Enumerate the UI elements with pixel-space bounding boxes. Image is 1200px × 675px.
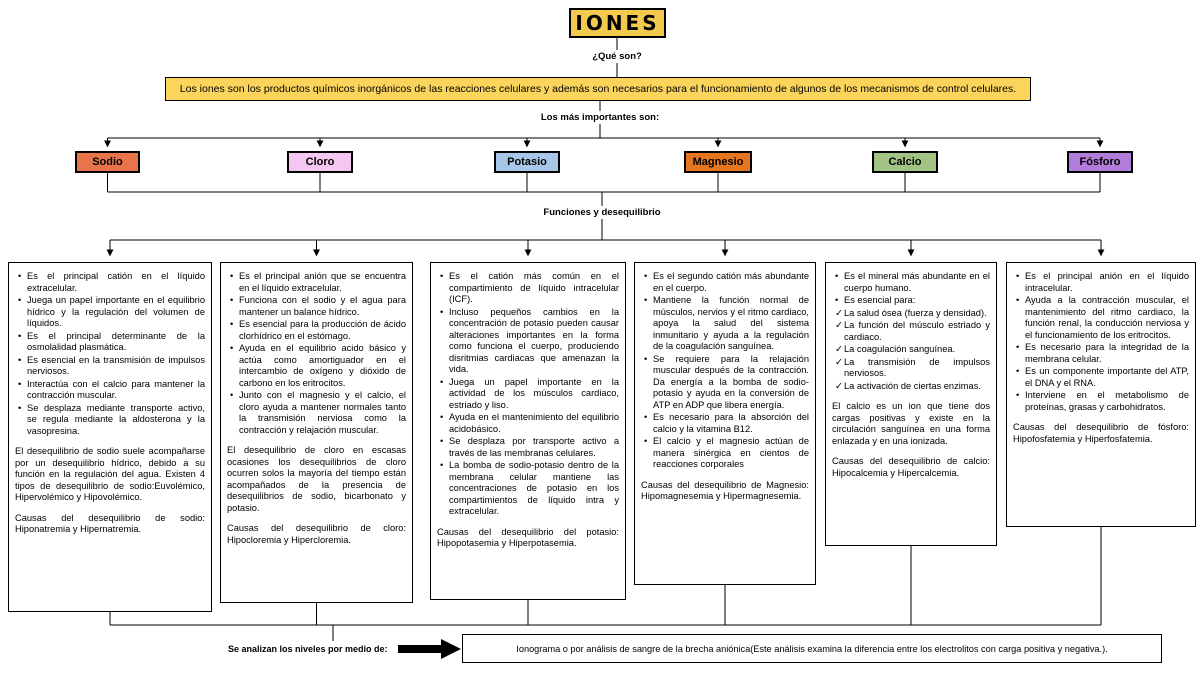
bullet-list — [227, 271, 406, 436]
list-item: ✓ La transmisión de impulsos nerviosos. — [832, 357, 990, 380]
check-list — [832, 308, 990, 393]
list-item: • Interviene en el metabolismo de proteínas, grasas y carbohidratos. — [1013, 390, 1189, 413]
paragraph: Causas del desequilibrio de fósforo: Hipofosfatemia y Hiperfosfatemia. — [1013, 422, 1189, 444]
importantes-label: Los más importantes son: — [528, 111, 672, 124]
ion-chip-calcio: Calcio — [872, 151, 938, 173]
list-item: ✓ La función del músculo estriado y cardiaco. — [832, 320, 990, 343]
list-item: • Es el catión más común en el compartimiento de líquido intracelular (ICF). — [437, 271, 619, 306]
list-item: • Es esencial en la transmisión de impulsos nerviosos. — [15, 355, 205, 378]
list-item: • Incluso pequeños cambios en la concentración de potasio pueden causar alteraciones importantes en la forma como funciona el cuerpo, produciendo disritmias cardiacas que amenazan la vida. — [437, 307, 619, 376]
detail-box-sodio — [8, 262, 212, 612]
list-item: • Es el mineral más abundante en el cuerpo humano. — [832, 271, 990, 294]
page-title: IONES — [575, 11, 660, 35]
detail-box-calcio — [825, 262, 997, 546]
list-item: • Es un componente importante del ATP, el DNA y el RNA. — [1013, 366, 1189, 389]
paragraphs — [227, 445, 406, 546]
list-item: • Mantiene la función normal de músculos, nervios y el ritmo cardiaco, apoya la salud del sistema inmunitario y ayuda a la regulación de la coagulación sanguínea. — [641, 295, 809, 353]
se-analizan-label: Se analizan los niveles por medio de: — [228, 644, 388, 654]
paragraph: Causas del desequilibrio de calcio: Hipocalcemia y Hipercalcemia. — [832, 456, 990, 478]
ion-chip-magnesio: Magnesio — [684, 151, 752, 173]
ion-chip-potasio: Potasio — [494, 151, 560, 173]
bullet-list — [437, 271, 619, 518]
list-item: • Se requiere para la relajación muscular después de la contracción. Da energía a la bomba de sodio-potasio y ayuda en la conversión de ATP en ADP que libera energía. — [641, 354, 809, 412]
ion-chip-cloro: Cloro — [287, 151, 353, 173]
list-item: • Es el principal anión que se encuentra en el líquido extracelular. — [227, 271, 406, 294]
ion-chip-fosforo: Fósforo — [1067, 151, 1133, 173]
paragraph: El desequilibrio de cloro en escasas ocasiones los desequilibrios de cloro ocurren solos la mayoría del tiempo están acompañados de la presencia de desequilibrios de sodio, bicarbonato y potasio. — [227, 445, 406, 513]
bullet-list — [832, 271, 990, 307]
list-item: • Interactúa con el calcio para mantener la contracción muscular. — [15, 379, 205, 402]
definition-text: Los iones son los productos químicos inorgánicos de las reacciones celulares y además son necesarios para el funcionamiento de algunos de los mecanismos de control celulares. — [179, 83, 1017, 95]
detail-box-magnesio — [634, 262, 816, 585]
que-son-label: ¿Qué son? — [582, 50, 652, 63]
paragraph: Causas del desequilibrio de sodio: Hiponatremia y Hipernatremia. — [15, 512, 205, 535]
paragraphs — [1013, 422, 1189, 445]
detail-box-cloro — [220, 262, 413, 603]
bullet-list — [1013, 271, 1189, 413]
list-item: • Ayuda a la contracción muscular, el mantenimiento del ritmo cardiaco, la función renal, la conducción nerviosa y el funcionamiento de los eritrocitos. — [1013, 295, 1189, 341]
list-item: • Es necesario para la integridad de la membrana celular. — [1013, 342, 1189, 365]
list-item: • La bomba de sodio-potasio dentro de la membrana celular mantiene las concentraciones de potasio en los compartimientos de líquido intra y extracelular. — [437, 460, 619, 518]
list-item: • Es el principal anión en el líquido intracelular. — [1013, 271, 1189, 294]
definition-box — [165, 77, 1031, 101]
analysis-box — [462, 634, 1162, 663]
block-arrow-icon — [398, 639, 461, 659]
bullet-list — [15, 271, 205, 437]
list-item: • Juega un papel importante en la actividad de los músculos cardiaco, estriado y liso. — [437, 377, 619, 412]
paragraph: El calcio es un ion que tiene dos cargas positivas y existe en la circulación sanguínea en una forma enlazada y en una ionizada. — [832, 401, 990, 446]
list-item: • Ayuda en el equilibrio acido básico y actúa como amortiguador en el intercambio de oxígeno y dióxido de carbono en los eritrocitos. — [227, 343, 406, 389]
list-item: • Es esencial para: — [832, 295, 990, 307]
list-item: ✓ La salud ósea (fuerza y densidad). — [832, 308, 990, 320]
detail-box-potasio — [430, 262, 626, 600]
paragraph: Causas del desequilibrio de Magnesio: Hipomagnesemia y Hipermagnesemia. — [641, 479, 809, 502]
list-item: • Es el segundo catión más abundante en el cuerpo. — [641, 271, 809, 294]
list-item: • Es el principal catión en el líquido extracelular. — [15, 271, 205, 294]
ion-chip-sodio: Sodio — [75, 151, 140, 173]
list-item: • Es el principal determinante de la osmolalidad plasmática. — [15, 331, 205, 354]
list-item: • Funciona con el sodio y el agua para mantener un balance hídrico. — [227, 295, 406, 318]
paragraphs — [641, 480, 809, 503]
funciones-label: Funciones y desequilibrio — [536, 206, 668, 219]
paragraph: El desequilibrio de sodio suele acompañarse por un desequilibrio hídrico, debido a su función en la regulación del agua. Existen 4 tipos de desequilibrio de sodio:Euvolémico, Hipervolémico y Hipovolémico. — [15, 446, 205, 503]
paragraphs — [15, 446, 205, 536]
paragraphs — [832, 401, 990, 479]
paragraphs — [437, 527, 619, 550]
paragraph: Causas del desequilibrio de cloro: Hipocloremia y Hipercloremia. — [227, 523, 406, 545]
list-item: • El calcio y el magnesio actúan de manera sinérgica en cientos de reacciones corporales — [641, 436, 809, 471]
list-item: • Es necesario para la absorción del calcio y la vitamina B12. — [641, 412, 809, 435]
list-item: • Junto con el magnesio y el calcio, el cloro ayuda a mantener normales tanto la transmisión nerviosa como la contracción y relajación muscular. — [227, 390, 406, 436]
list-item: • Ayuda en el mantenimiento del equilibrio acidobásico. — [437, 412, 619, 435]
list-item: • Es esencial para la producción de ácido clorhídrico en el estómago. — [227, 319, 406, 342]
analysis-text: Ionograma o por análisis de sangre de la brecha aniónica(Este análisis examina la diferencia entre los electrolitos con carga positiva y negativa.). — [516, 643, 1108, 654]
list-item: • Se desplaza mediante transporte activo, se regula mediante la aldosterona y la vasopresina. — [15, 403, 205, 438]
list-item: ✓ La coagulación sanguínea. — [832, 344, 990, 356]
detail-box-fosforo — [1006, 262, 1196, 527]
bullet-list — [641, 271, 809, 471]
list-item: • Se desplaza por transporte activo a través de las membranas celulares. — [437, 436, 619, 459]
list-item: • Juega un papel importante en el equilibrio hídrico y la regulación del volumen de líquidos. — [15, 295, 205, 330]
list-item: ✓ La activación de ciertas enzimas. — [832, 381, 990, 393]
paragraph: Causas del desequilibrio del potasio: Hipopotasemia y Hiperpotasemia. — [437, 526, 619, 549]
title-box — [569, 8, 666, 38]
